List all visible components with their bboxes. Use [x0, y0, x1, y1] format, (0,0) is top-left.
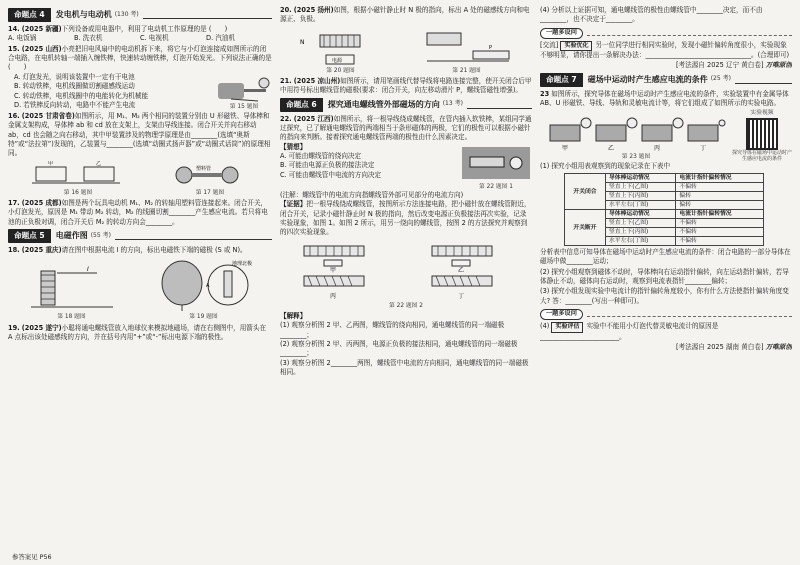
explain-2: (2) 观察分析图 2 甲、丙两图，电源正负极的接法相同，通电螺线管的同一端磁极________； [280, 340, 518, 358]
explain-title: 【解释】 [280, 311, 307, 320]
figure-21 [417, 27, 517, 75]
svg-text:I: I [86, 266, 89, 274]
question-14 [8, 25, 272, 44]
question-source: (2025 成都) [21, 199, 62, 208]
evaluation-text: 实验中不能用小灯泡代替灵敏电流计的原因是________________________。 [540, 322, 719, 341]
question-number: 15. [8, 44, 20, 53]
section-tag: 命题点 4 [8, 8, 51, 22]
table-cell: 竖直上下(乙图) [606, 183, 676, 192]
figure-19 [154, 257, 254, 321]
table-group-label: 开关闭合 [565, 174, 606, 210]
table-cell: 竖直上下(乙图) [606, 219, 676, 228]
option-c[interactable]: C. 电视机 [140, 34, 169, 43]
question-18 [8, 246, 272, 255]
figure-caption: 第 18 题图 [57, 314, 86, 321]
figure-label: 电源 [331, 57, 342, 64]
two-motors-illustration [170, 161, 250, 189]
figures-16-17 [8, 161, 272, 197]
bar-title: 一题多设问 [540, 28, 583, 39]
figure-caption: 第 22 题图 2 [389, 302, 423, 309]
svg-text:P: P [488, 44, 492, 51]
note: (注解：螺线管中的电流方向指螺线管外部可见部分的电流方向) [280, 190, 464, 199]
figure-17 [170, 161, 250, 197]
section-count: (130 考) [114, 10, 139, 18]
explanation [280, 312, 532, 378]
table-cell: 不偏转 [676, 237, 764, 246]
question-text: 如图所示，将一根导线绕成螺线管，在管内插入软铁棒，某组同学通过探究，已了解通电螺线管的两端相当于条形磁体的两极，它们的极性可以根据小磁针的指向来判断。接着探究通电螺线管两端的极性由什么因素决定。 [280, 114, 532, 142]
question-text: 如图所示，用 M₁、M₂ 两个相同的装置分别由 U 形磁铁、导体棒和金属支架构成，导体棒 ab 和 cd 放在支架上，支架由导线连接。闭合开关并向右移动 ab，cd 也会随之向右移动，其中甲装置涉及的物理学原理是由________(选填“奥斯特”或“法拉第”)发现的，乙装置与________(选填“动圈式扬声器”或“动圈式话筒”)的原理相同。 [8, 112, 271, 158]
question-20 [280, 6, 532, 25]
table-cell: 不偏转 [676, 228, 764, 237]
table-header: 导体棒运动情况 [606, 174, 676, 183]
exchange-badge: 实验优化 [560, 41, 592, 52]
table-cell: 不偏转 [676, 219, 764, 228]
question-text: 小亮把旧电风扇中的电动机拆下来，将它与小灯泡连接成如图所示的闭合电路，在电机转轴一端插入缠铁棒，快速转动缠铁棒，灯泡开始发光。下列说法正确的是 ( ) [8, 44, 272, 72]
table-cell: 不偏转 [676, 183, 764, 192]
qr-title: 实验视频 [750, 110, 774, 117]
source-text: 考法源自 2025 辽宁 黄白卷 [678, 61, 761, 70]
four-solenoid-diagrams [286, 240, 526, 302]
guess-title: 【猜想】 [280, 142, 307, 151]
figures-20-21 [280, 27, 532, 75]
source-line-2: [考法源自 2025 湖南 黄白卷] 万唯原创 [675, 342, 792, 351]
diagram-label: 丁 [458, 292, 465, 300]
question-number: 16. [8, 112, 20, 121]
brand-label: 万唯原创 [765, 61, 792, 70]
bar-title: 一题多设问 [540, 309, 583, 320]
right-column [540, 6, 792, 559]
question-22 [280, 115, 532, 238]
qr-block[interactable] [732, 109, 792, 161]
figure-16 [30, 161, 126, 197]
question-text: 请在图中根据电流 I 的方向，标出电磁铁下端的磁极 (S 或 N)。 [61, 246, 247, 255]
analysis-text: 分析表中信息可知导体在磁场中运动时产生感应电流的条件：闭合电路的一部分导体在磁场中做________运动； [540, 248, 791, 266]
section-header-7 [540, 73, 792, 87]
question-number: 17. [8, 199, 20, 208]
question-text: 如图，根据小磁针静止时 N 极的指向，标出 A 处的磁感线方向和电源正、负极。 [280, 6, 530, 24]
globe-solenoid-illustration [154, 257, 254, 313]
figure-caption: 第 19 题图 [189, 314, 218, 321]
figure-label: 地理北极 [231, 261, 252, 268]
figure-15 [216, 73, 272, 111]
diagram-label: 乙 [458, 266, 465, 274]
question-22-part-4: (4) 分析以上证据可知，通电螺线管的极性由螺线管中________决定，而不由________，也不决定于________。 [540, 6, 763, 24]
figure-caption: 第 22 题图 1 [479, 183, 513, 190]
question-23-part-2: (2) 探究小组观察到磁体不动时，导体棒向右运动指针偏转，向左运动指针偏转，若导体静止不动，磁体向右运动时，观察到电流表指针________偏转； [540, 267, 789, 286]
evidence-title: 【证据】 [280, 200, 307, 209]
option-b[interactable]: B. 洗衣机 [74, 34, 103, 43]
question-source: (2025 凉山州) [293, 76, 341, 85]
figure-18 [27, 263, 117, 321]
evidence-text: 把一根导线绕成螺线管，按图所示方法连接电路，把小磁针放在螺线管附近，闭合开关，记录小磁针静止时 N 极的指向，然后改变电源正负极接法再次实验，记录实验现象，如图 1。如图 2 所示，用另一绕向的螺线管，按图 2 的方法探究并观察到的四次实验现象。 [280, 200, 531, 237]
section-tag: 命题点 7 [540, 73, 583, 87]
u-magnet-rails-illustration [30, 161, 126, 189]
divider [467, 101, 532, 109]
question-source: (2025 山西) [21, 44, 62, 53]
solenoid-compass-illustration [296, 27, 386, 67]
question-number: 21. [280, 76, 292, 85]
section-count: (13 考) [442, 100, 463, 108]
question-23-part-3: (3) 探究小组发现实验中电流计的指针偏转角度较小，你有什么方法使指针偏转角度变大? 答：________(写出一种即可)。 [540, 287, 789, 305]
section-header-4 [8, 8, 272, 22]
option-d[interactable]: D. 若铁棒反向转动，电路中不能产生电流 [14, 100, 136, 109]
section-title: 磁场中运动时产生感应电流的条件 [587, 75, 708, 85]
diagram-label: 乙 [608, 145, 615, 153]
question-23-part-1: (1) 探究小组用表观察到的现象记录在下表中 [540, 161, 671, 170]
figure-20 [296, 27, 386, 75]
qr-caption: 探究导体在磁场中运动时产生感应电流的条件 [732, 149, 792, 162]
question-15 [8, 45, 272, 111]
qr-code-icon[interactable] [746, 118, 778, 150]
left-column [8, 6, 272, 559]
question-21 [280, 77, 532, 96]
option-c[interactable]: C. 转动铁棒，电机线圈中的电能转化为机械能 [14, 91, 149, 100]
figure-caption: 第 17 题图 [195, 189, 225, 196]
question-number: 18. [8, 246, 20, 255]
figure-caption: 第 20 题图 [326, 67, 355, 74]
fan-motor-illustration [216, 73, 272, 103]
table-header: 电流计指针偏转情况 [676, 174, 764, 183]
question-number: 20. [280, 6, 292, 14]
section-tag: 命题点 5 [8, 229, 51, 243]
question-source: (2025 江西) [293, 114, 334, 123]
question-text: 如图所示，请用笔画线代替导线将电路连接完整，使开关闭合后甲中用符号标出螺线管的磁极(要求：闭合开关，向左移动滑片 P，螺线管磁性增强)。 [280, 76, 532, 95]
table-header: 导体棒运动情况 [606, 210, 676, 219]
question-text: 如图所示，探究导体在磁场中运动时产生感应电流的条件，实验装置中有金属导体 AB、U 形磁铁、导线、导轨和灵敏电流计等，将它们组成了如图所示的实验电路。 [540, 89, 789, 108]
question-16 [8, 112, 272, 159]
diagram-label: 丙 [330, 292, 337, 300]
diagram-label: 甲 [562, 145, 569, 153]
divider [143, 11, 272, 19]
section-header-5 [8, 229, 272, 243]
table-cell: 偏转 [676, 192, 764, 201]
section-title: 发电机与电动机 [55, 10, 112, 20]
source-text: 考法源自 2025 湖南 黄白卷 [678, 342, 761, 351]
option-a[interactable]: A. 电饭锅 [8, 34, 37, 43]
svg-text:甲: 甲 [48, 160, 54, 167]
option-b[interactable]: B. 转动铁棒，电机线圈做切割磁感线运动 [14, 82, 135, 91]
svg-text:乙: 乙 [96, 160, 102, 167]
divider [587, 312, 792, 317]
guess-b: B. 可能由电源正负极的接法决定 [280, 161, 375, 170]
guess-a: A. 可能由螺线管的绕向决定 [280, 152, 362, 161]
table-group-label: 开关断开 [565, 210, 606, 246]
option-d[interactable]: D. 汽油机 [206, 34, 236, 43]
source-line-1: [考法源自 2025 辽宁 黄白卷] 万唯原创 [675, 61, 792, 70]
figure-caption: 第 23 题图 [621, 154, 651, 161]
explain-1: (1) 观察分析图 2 甲、乙两图，螺线管的绕向相同，通电螺线管的同一端磁极________； [280, 321, 505, 339]
question-text: 下列设备或用电器中，利用了电动机工作原理的是 ( ) [61, 25, 228, 33]
diagram-label: 丙 [654, 145, 661, 153]
question-text: 如图是两个玩具电动机 M₁、M₂ 的转轴用塑料管连接起来。闭合开关，小灯泡发光，原因是 M₁ 带动 M₂ 转动，M₂ 的线圈切割________产生感应电流。若只将电池的正负极对调，闭合开关后 M₂ 的转动方向会________。 [8, 199, 268, 226]
options [8, 34, 272, 43]
solenoid-circuit-photo [460, 143, 532, 183]
question-number: 22. [280, 114, 292, 123]
induction-setups-illustration [546, 115, 726, 153]
exchange-tag: 交流 [542, 40, 556, 49]
figure-22-2 [280, 240, 532, 310]
exchange-text: 另一位同学进行相同实验时，发现小磁针偏转角度很小，实验现象不够明显，请你提出一条解决办法：________________________________。(合理即可) [540, 40, 790, 60]
question-source: (2025 重庆) [21, 246, 62, 255]
guess-c: C. 可能由螺线管中电流的方向决定 [280, 170, 382, 179]
exchange-block: [交流] 实验优化 另一位同学进行相同实验时，发现小磁针偏转角度很小，实验现象不够明显，请你提出一条解决办法：________________________________。(合理即可) [540, 40, 790, 60]
question-source: (2025 遂宁) [21, 323, 62, 332]
middle-column [280, 6, 532, 559]
svg-text:N: N [299, 38, 304, 46]
question-number: 14. [8, 25, 20, 33]
table-cell: 偏转 [676, 201, 764, 210]
question-23 [540, 90, 792, 109]
figure-23 [540, 115, 732, 161]
svg-text:A: A [205, 283, 209, 290]
brand-label: 万唯原创 [765, 342, 792, 351]
electromagnet-illustration [27, 263, 117, 313]
question-source: (2025 新疆) [21, 25, 62, 33]
question-text: 小聪将通电螺线管放入地球仪来模拟地磁场，请在右侧图中，用箭头在 A 点标出该处磁感线的方向，并在括号内用“+”或“-”标出电源下端的极性。 [8, 323, 267, 342]
evaluation-badge: 实验评估 [551, 322, 583, 333]
table-cell: 竖直上下(丙图) [606, 192, 676, 201]
section-title: 探究通电螺线管外部磁场的方向 [327, 99, 440, 109]
section-header-6 [280, 98, 532, 112]
question-number: 19. [8, 323, 20, 332]
figure-23-row [540, 109, 792, 161]
solenoid-rheostat-illustration [417, 27, 517, 67]
divider [115, 232, 272, 240]
table-cell: 水平左右(丁图) [606, 237, 676, 246]
divider [587, 31, 792, 36]
figure-caption: 第 15 题图 [229, 103, 259, 110]
section-count: (55 考) [90, 231, 111, 239]
question-source: (2025 扬州) [293, 6, 334, 14]
figure-caption: 第 16 题图 [63, 189, 93, 196]
section-title: 电磁作图 [55, 231, 88, 241]
figure-caption: 第 21 题图 [452, 67, 481, 74]
question-number: 23 [540, 89, 550, 98]
observation-table [564, 173, 764, 246]
question-19 [8, 324, 272, 343]
section-count: (25 考) [710, 75, 731, 83]
diagram-label: 丁 [700, 145, 707, 153]
table-cell: 水平左右(丁图) [606, 201, 676, 210]
diagram-label: 甲 [330, 266, 337, 274]
explain-3: (3) 观察分析图 2________两图，螺线管中电流的方向相同，通电螺线管的同一端磁极相同。 [280, 358, 529, 377]
table-header: 电流计指针偏转情况 [676, 210, 764, 219]
section-tag: 命题点 6 [280, 98, 323, 112]
table-cell: 竖直上下(丙图) [606, 228, 676, 237]
option-a[interactable]: A. 灯泡发光，说明该装置中一定有干电池 [14, 72, 135, 81]
question-17 [8, 199, 272, 227]
multi-question-bar-1 [540, 28, 792, 39]
divider [735, 76, 792, 84]
evaluation-block [540, 322, 792, 342]
multi-question-bar-2 [540, 309, 792, 320]
page-footer: 参答案见 P56 [12, 552, 52, 561]
question-source: (2025 甘肃省卷) [21, 112, 75, 121]
evaluation-tag: (4) [540, 322, 550, 330]
figures-18-19 [8, 257, 272, 321]
figure-22-1 [460, 143, 532, 191]
figure-label: 塑料管 [196, 165, 212, 172]
